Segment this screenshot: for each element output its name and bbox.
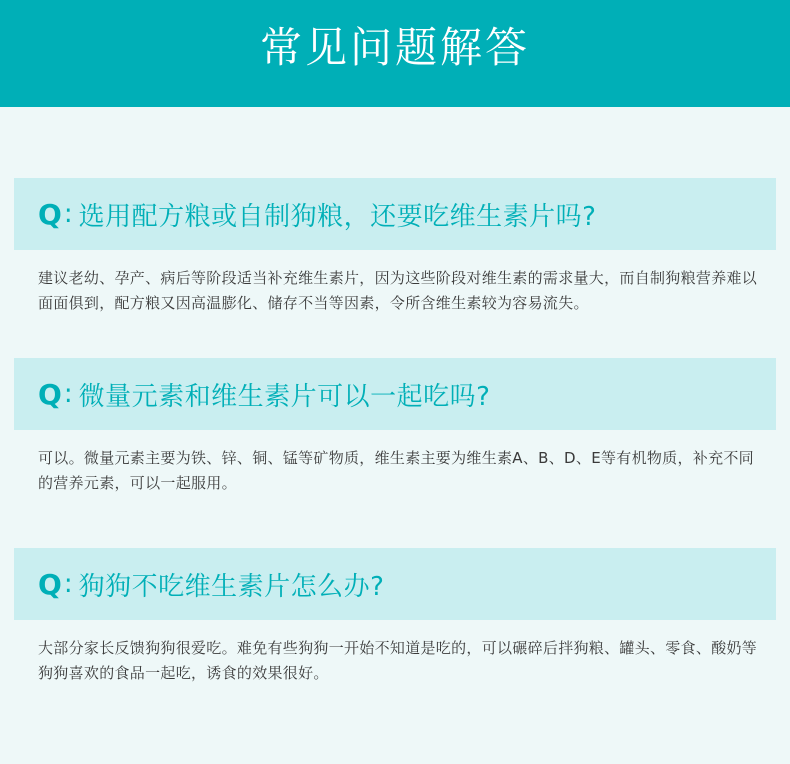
q-mark: Q — [38, 377, 62, 411]
q-colon: : — [63, 569, 73, 599]
question-text: 选用配方粮或自制狗粮，还要吃维生素片吗? — [78, 201, 597, 232]
q-colon: : — [63, 199, 73, 229]
question-text: 微量元素和维生素片可以一起吃吗? — [78, 381, 491, 412]
faq-item-1 — [14, 178, 776, 316]
q-mark: Q — [38, 567, 62, 601]
answer-text: 可以。微量元素主要为铁、锌、铜、锰等矿物质，维生素主要为维生素A、B、D、E等有机物质，补充不同的营养元素，可以一起服用。 — [38, 449, 754, 492]
page-title: 常见问题解答 — [259, 22, 530, 72]
question-bar — [14, 548, 776, 620]
answer-text: 大部分家长反馈狗狗很爱吃。难免有些狗狗一开始不知道是吃的，可以碾碎后拌狗粮、罐头、零食、酸奶等狗狗喜欢的食品一起吃，诱食的效果很好。 — [38, 639, 758, 682]
q-colon: : — [63, 379, 73, 409]
question-bar — [14, 178, 776, 250]
faq-item-2 — [14, 358, 776, 496]
answer-text: 建议老幼、孕产、病后等阶段适当补充维生素片，因为这些阶段对维生素的需求量大，而自制狗粮营养难以面面俱到，配方粮又因高温膨化、储存不当等因素，令所含维生素较为容易流失。 — [38, 269, 758, 312]
faq-item-3 — [14, 548, 776, 686]
page-header — [0, 0, 790, 107]
q-mark: Q — [38, 197, 62, 231]
question-text: 狗狗不吃维生素片怎么办? — [78, 571, 385, 602]
question-bar — [14, 358, 776, 430]
